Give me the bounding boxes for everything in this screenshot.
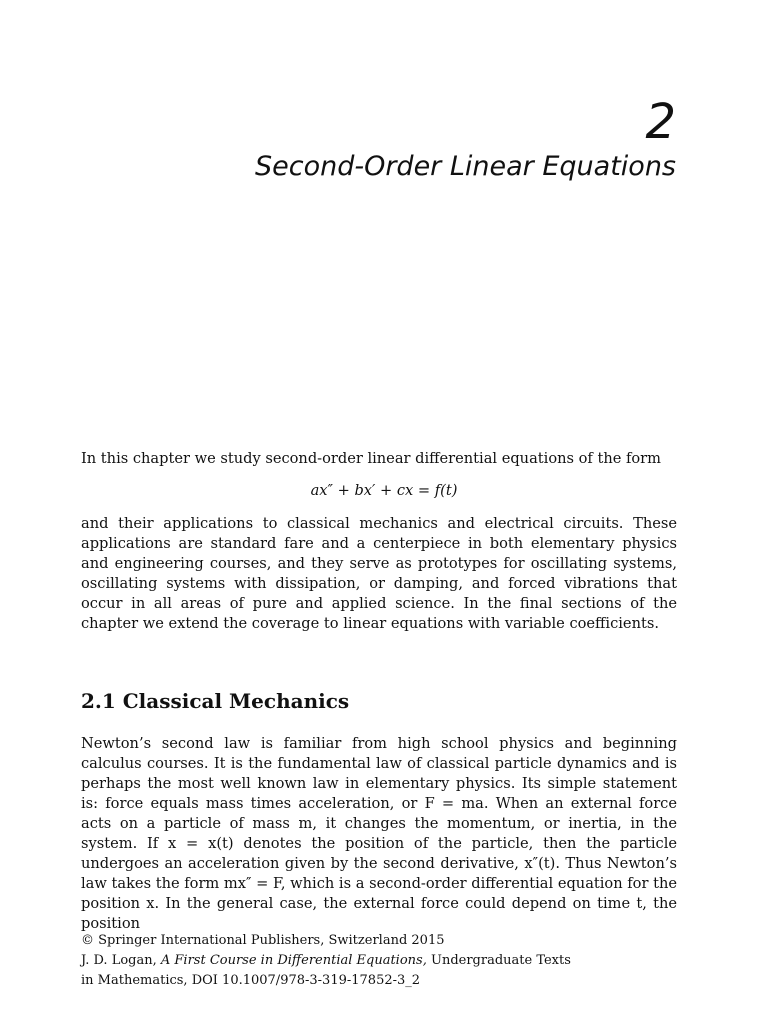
section-heading: 2.1 Classical Mechanics <box>81 689 350 713</box>
citation-line <box>81 951 681 971</box>
chapter-title: Second-Order Linear Equations <box>254 151 676 182</box>
chapter-number: 2 <box>645 94 676 150</box>
citation-doi-line <box>81 971 681 991</box>
display-equation: ax″ + bx′ + cx = f(t) <box>310 482 458 499</box>
copyright-footer <box>81 931 681 991</box>
copyright-line: © Springer International Publishers, Switzerland 2015 <box>81 933 445 948</box>
intro-body-paragraph: and their applications to classical mechanics and electrical circuits. These applications are standard fare and a centerpiece in both elementary physics and engineering courses, and they serve as prototypes for oscillating systems, oscillating systems with dissipation, or damping, and forced vibrations that occur in all areas of pure and applied science. In the final sections of the chapter we extend the coverage to linear equations with variable coefficients. <box>81 515 677 632</box>
citation-doi: DOI 10.1007/978-3-319-17852-3_2 <box>191 973 421 988</box>
citation-book-title: A First Course in Differential Equations, <box>160 953 427 968</box>
section-body-paragraph: Newton’s second law is familiar from high school physics and beginning calculus courses. It is the fundamental law of classical particle dynamics and is perhaps the most well known law in elementary physics. Its simple statement is: force equals mass times acceleration, or F = ma. When an external force acts on a particle of mass m, it changes the momentum, or inertia, in the system. If x = x(t) denotes the position of the particle, then the particle undergoes an acceleration given by the second derivative, x″(t). Thus Newton’s law takes the form mx″ = F, which is a second-order differential equation for the position x. In the general case, the external force could depend on time t, the position <box>81 735 677 932</box>
citation-series: Undergraduate Texts <box>430 953 571 968</box>
citation-series-cont: in Mathematics, <box>81 973 188 988</box>
intro-lead-paragraph: In this chapter we study second-order linear differential equations of the form <box>81 450 661 467</box>
citation-authors: J. D. Logan, <box>81 953 157 968</box>
